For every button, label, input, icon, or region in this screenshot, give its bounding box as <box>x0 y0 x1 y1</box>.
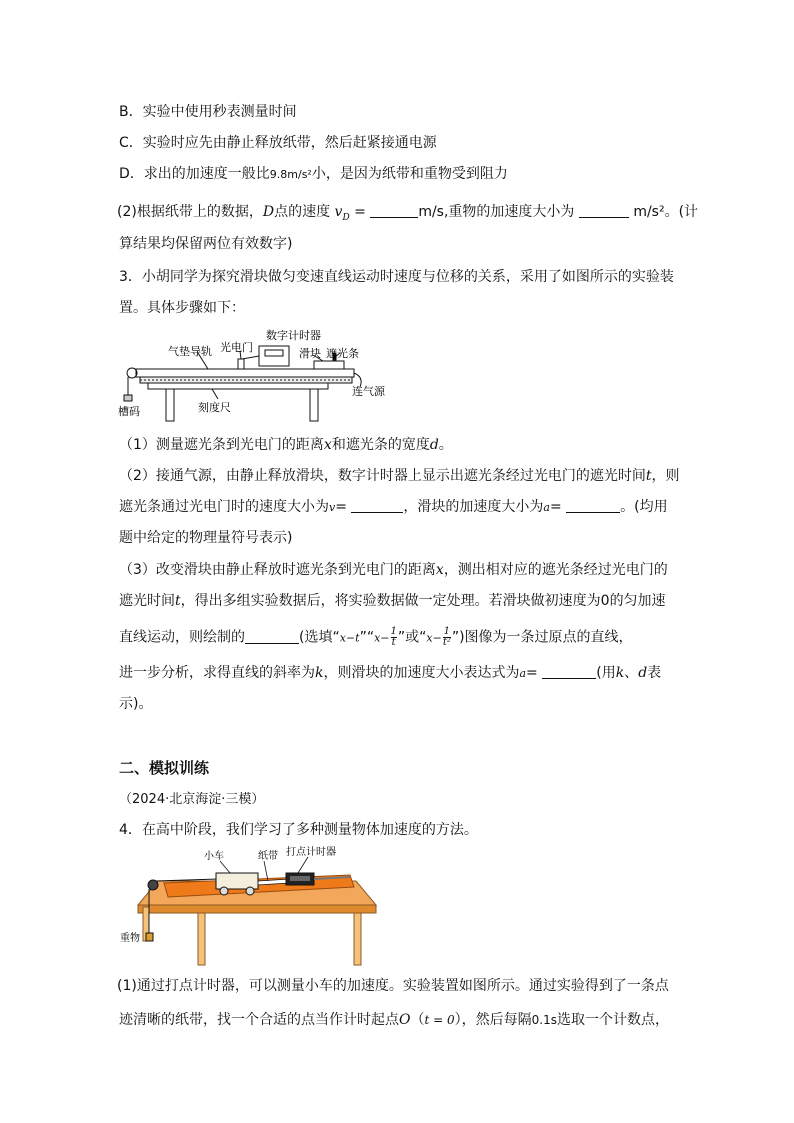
answer-blank-vd[interactable] <box>370 203 418 218</box>
q4-part1-line2: 迹清晰的纸带，找一个合适的点当作计时起点O（t = 0），然后每隔0.1s选取一个计数点， <box>119 1012 669 1028</box>
option-d: D．求出的加速度一般比9.8m/s²小，是因为纸带和重物受到阻力 <box>119 166 508 182</box>
q3-step1: （1）测量遮光条到光电门的距离x和遮光条的宽度d。 <box>119 437 453 453</box>
q4-part1-line1: (1)通过打点计时器，可以测量小车的加速度。实验装置如图所示。通过实验得到了一条点 <box>117 978 669 994</box>
q3-step3-line2: 遮光时间t，得出多组实验数据后，将实验数据做一定处理。若滑块做初速度为0的匀加速 <box>119 593 666 609</box>
label-air-track: 气垫导轨 <box>168 345 212 358</box>
label-cart: 小车 <box>204 851 224 862</box>
q3-step3-line4: 进一步分析，求得直线的斜率为k，则滑块的加速度大小表达式为a= (用k、d表 <box>119 665 662 681</box>
q3-step2-line2: 遮光条通过光电门时的速度大小为v= ，滑块的加速度大小为a= 。(均用 <box>119 499 668 515</box>
answer-blank-graph-choice[interactable] <box>245 629 299 644</box>
label-air-source: 连气源 <box>352 385 385 398</box>
q2-part2-line1: (2)根据纸带上的数据，D点的速度 $v_D = m/s$,重物的加速度大小为 m/s²。(计 <box>117 204 699 223</box>
option-b: B．实验中使用秒表测量时间 <box>119 104 297 120</box>
question-source: （2024·北京海淀·三模） <box>119 792 265 807</box>
q3-intro-line1: 3．小胡同学为探究滑块做匀变速直线运动时速度与位移的关系，采用了如图所示的实验装 <box>119 269 674 285</box>
label-timer: 打点计时器 <box>286 847 336 858</box>
label-slider: 滑块 <box>299 347 321 360</box>
label-ruler: 刻度尺 <box>198 401 231 414</box>
label-digital-timer: 数字计时器 <box>266 329 321 342</box>
q3-step3-line3: 直线运动，则绘制的 (选填“x−t”“x− $\frac{1}{t}$ ”或“x− $\frac{1}{\text{t²}}$ ”)图像为一条过原点的直线， <box>119 626 633 648</box>
fraction-1-over-t2: $\frac{1}{\text{t²}}$ <box>442 626 451 648</box>
label-photogate: 光电门 <box>220 341 253 354</box>
label-tape: 纸带 <box>258 851 278 862</box>
answer-blank-velocity[interactable] <box>351 498 403 513</box>
fraction-1-over-t: $\frac{1}{t}$ <box>390 626 397 648</box>
q4-stem: 4．在高中阶段，我们学习了多种测量物体加速度的方法。 <box>119 822 478 838</box>
option-c: C．实验时应先由静止释放纸带，然后赶紧接通电源 <box>119 135 437 151</box>
answer-blank-acceleration[interactable] <box>579 203 629 218</box>
cart-table-figure <box>118 843 380 968</box>
answer-blank-acceleration-expr[interactable] <box>542 664 596 679</box>
q3-step3-line1: （3）改变滑块由静止释放时遮光条到光电门的距离x，测出相对应的遮光条经过光电门的 <box>119 562 668 578</box>
label-weight-mass: 重物 <box>120 933 140 944</box>
q3-intro-line2: 置。具体步骤如下： <box>119 300 245 316</box>
air-track-figure <box>118 325 385 427</box>
q2-part2-line2: 算结果均保留两位有效数字) <box>119 236 293 252</box>
section-title: 二、模拟训练 <box>119 759 210 777</box>
label-weight: 槽码 <box>118 405 140 418</box>
q3-step2-line3: 题中给定的物理量符号表示) <box>119 530 293 546</box>
q3-step3-line5: 示)。 <box>119 696 153 712</box>
q3-step2-line1: （2）接通气源，由静止释放滑块，数字计时器上显示出遮光条经过光电门的遮光时间t，则 <box>119 468 680 484</box>
label-shading-strip: 遮光条 <box>326 347 359 360</box>
answer-blank-acceleration-a[interactable] <box>566 498 620 513</box>
